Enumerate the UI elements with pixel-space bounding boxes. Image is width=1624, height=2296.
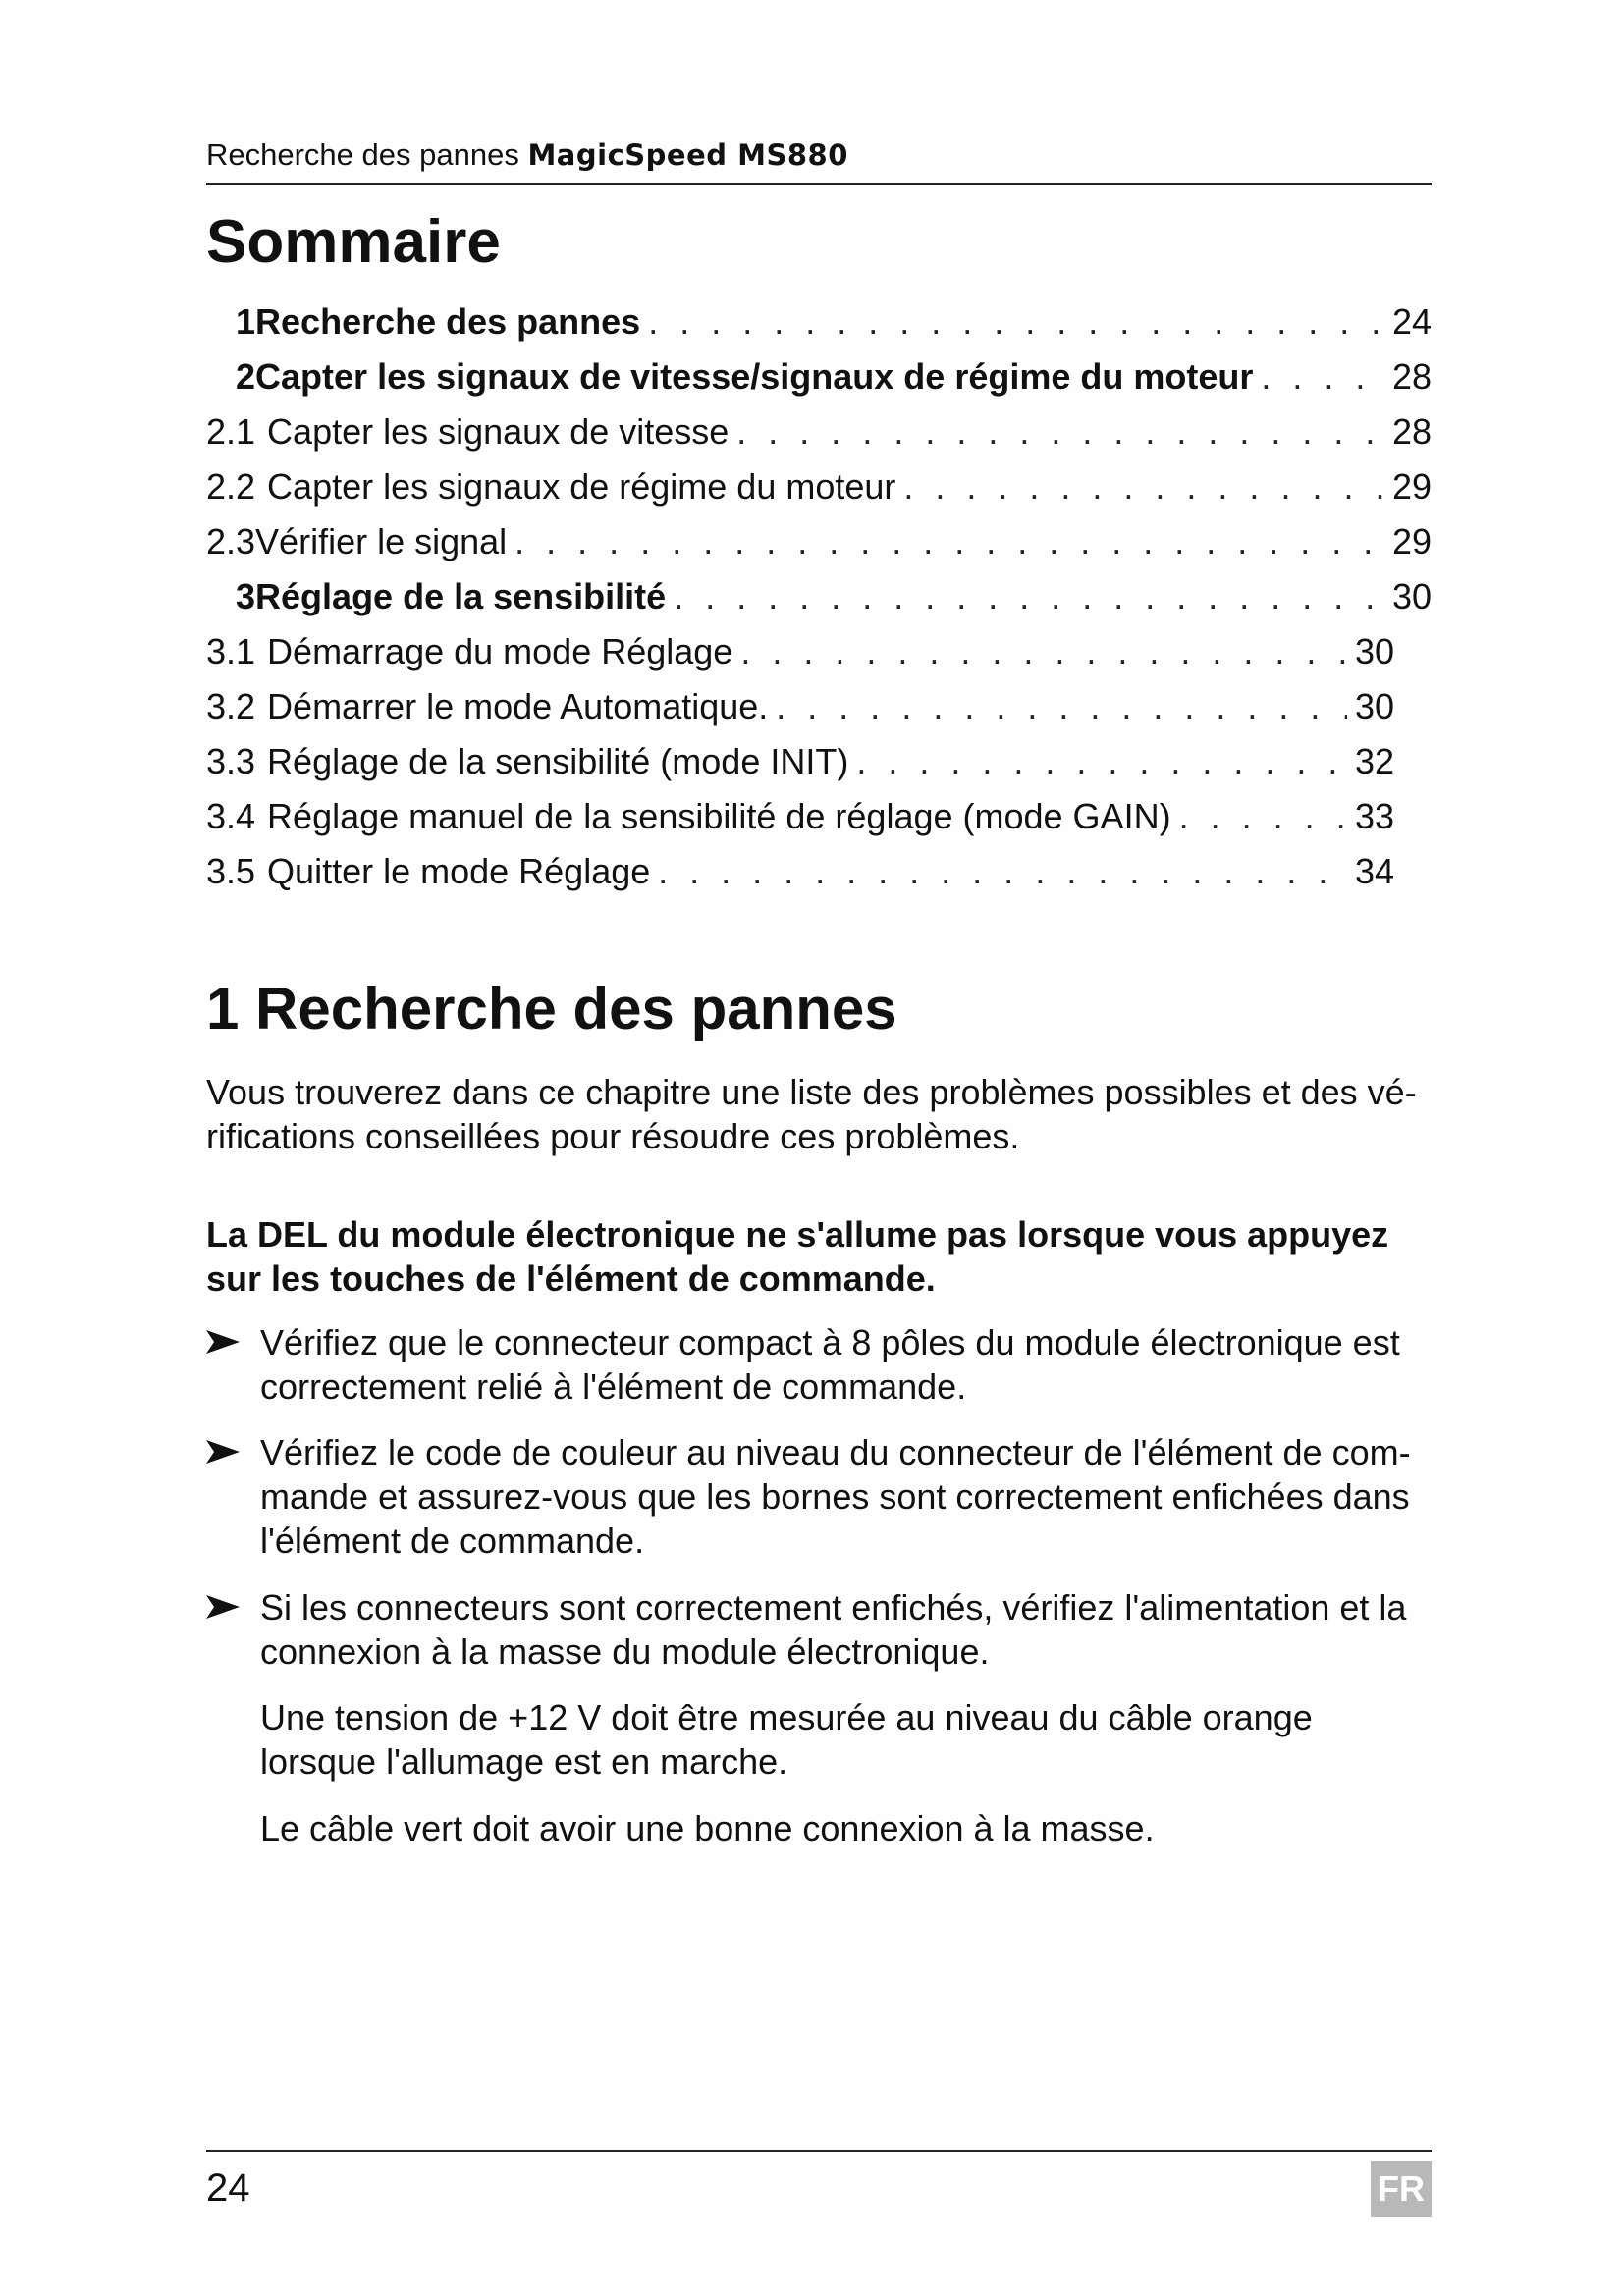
- toc-entry[interactable]: [206, 569, 1432, 624]
- language-badge: FR: [1371, 2161, 1432, 2217]
- toc-entry-page: 30: [1354, 631, 1394, 671]
- toc-entry[interactable]: [206, 349, 1432, 404]
- note-paragraph: Le câble vert doit avoir une bonne connexion à la masse.: [260, 1808, 1155, 1848]
- action-item: [206, 1430, 1434, 1563]
- toc-entry[interactable]: [206, 734, 1394, 789]
- header-product-name: MagicSpeed MS880: [527, 138, 848, 172]
- toc-entry-number: 3.4: [206, 796, 256, 836]
- toc-leader-dots: [776, 679, 1347, 734]
- toc-entry-page: 24: [1391, 301, 1432, 342]
- toc-entry[interactable]: [206, 294, 1432, 349]
- toc-leader-dots: [674, 569, 1384, 624]
- toc-entry-number: 3.3: [206, 741, 256, 781]
- toc-title: Sommaire: [206, 208, 501, 276]
- toc-entry-number: 3.5: [206, 851, 256, 891]
- action-item-text: Vérifiez que le connecteur compact à 8 pôles du module électronique est correctement relié à l'élément de commande.: [260, 1322, 1400, 1407]
- toc-leader-dots: [903, 459, 1384, 514]
- page-number: 24: [206, 2166, 250, 2210]
- toc-entry-label: Réglage de la sensibilité: [255, 576, 667, 616]
- toc-entry-number: 2.1: [206, 411, 256, 452]
- toc-entry[interactable]: [206, 624, 1394, 679]
- action-item-text: Si les connecteurs sont correctement enfichés, vérifiez l'alimentation et la connexion à la masse du module électronique.: [260, 1587, 1407, 1672]
- toc-entry-page: 29: [1391, 521, 1432, 561]
- toc-leader-dots: [658, 844, 1347, 899]
- toc-entry-label: Capter les signaux de vitesse: [267, 411, 730, 452]
- toc-entry-number: 1: [236, 301, 256, 342]
- action-item: [206, 1320, 1434, 1409]
- toc-entry[interactable]: [206, 679, 1394, 734]
- toc-entry-number: 3.1: [206, 631, 256, 671]
- toc-entry[interactable]: [206, 514, 1432, 569]
- toc-entry-label: Capter les signaux de régime du moteur: [267, 466, 896, 507]
- problem-heading: La DEL du module électronique ne s'allume pas lorsque vous appuyez sur les touches de l'élément de commande.: [206, 1214, 1389, 1299]
- chapter-title: 1 Recherche des pannes: [206, 976, 897, 1041]
- footer-divider: [206, 2150, 1432, 2152]
- toc-entry-page: 28: [1391, 411, 1432, 452]
- arrow-bullet-icon: [206, 1438, 240, 1466]
- header-section-title: Recherche des pannes: [206, 137, 519, 172]
- toc-entry-number: 2.3: [206, 521, 256, 561]
- toc-entry-label: Vérifier le signal: [255, 521, 508, 561]
- action-item: [206, 1585, 1434, 1674]
- toc-leader-dots: [514, 514, 1384, 569]
- toc-entry-label: Recherche des pannes: [255, 301, 641, 342]
- toc-entry-page: 29: [1391, 466, 1432, 507]
- toc-entry-label: Capter les signaux de vitesse/signaux de régime du moteur: [255, 356, 1254, 397]
- toc-entry-number: 3.2: [206, 686, 256, 726]
- toc-entry-label: Démarrage du mode Réglage: [267, 631, 733, 671]
- toc-entry[interactable]: [206, 404, 1432, 459]
- note-paragraph: Une tension de +12 V doit être mesurée au niveau du câble orange lorsque l'allumage est en marche.: [260, 1697, 1313, 1782]
- toc-entry-label: Réglage manuel de la sensibilité de réglage (mode GAIN): [267, 796, 1171, 836]
- toc-entry-number: 2.2: [206, 466, 256, 507]
- toc-leader-dots: [1179, 789, 1347, 844]
- toc-entry-label: Démarrer le mode Automatique.: [267, 686, 769, 726]
- toc-entry-page: 34: [1354, 851, 1394, 891]
- toc-leader-dots: [736, 404, 1384, 459]
- toc-entry-page: 30: [1391, 576, 1432, 616]
- toc-leader-dots: [1261, 349, 1384, 404]
- toc-entry-label: Quitter le mode Réglage: [267, 851, 651, 891]
- toc-entry-label: Réglage de la sensibilité (mode INIT): [267, 741, 849, 781]
- toc-leader-dots: [648, 294, 1384, 349]
- toc-entry-page: 28: [1391, 356, 1432, 397]
- table-of-contents: [206, 294, 1432, 899]
- running-header: [206, 135, 1432, 185]
- arrow-bullet-icon: [206, 1328, 240, 1356]
- toc-entry-page: 32: [1354, 741, 1394, 781]
- arrow-bullet-icon: [206, 1593, 240, 1621]
- toc-leader-dots: [856, 734, 1347, 789]
- toc-entry[interactable]: [206, 844, 1394, 899]
- toc-entry-number: 2: [236, 356, 256, 397]
- toc-entry[interactable]: [206, 789, 1394, 844]
- action-item-text: Vérifiez le code de couleur au niveau du connecteur de l'élément de com-mande et assurez-vous que les bornes sont correctement enfichées dans l'élément de commande.: [260, 1432, 1411, 1561]
- intro-paragraph: Vous trouverez dans ce chapitre une liste des problèmes possibles et des vé-rifications conseillées pour résoudre ces problèmes.: [206, 1072, 1417, 1156]
- toc-leader-dots: [740, 624, 1347, 679]
- toc-entry[interactable]: [206, 459, 1432, 514]
- toc-entry-number: 3: [236, 576, 256, 616]
- toc-entry-page: 33: [1354, 796, 1394, 836]
- toc-entry-page: 30: [1354, 686, 1394, 726]
